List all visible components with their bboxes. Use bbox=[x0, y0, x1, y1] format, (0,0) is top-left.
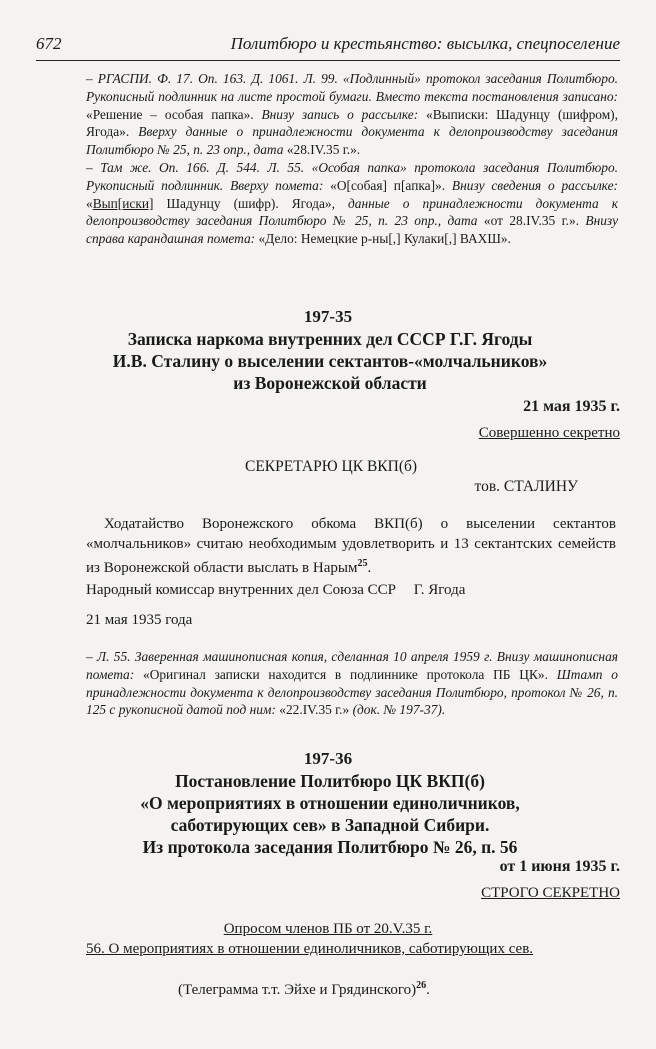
doc-1-addressee-line-1: СЕКРЕТАРЮ ЦК ВКП(б) bbox=[245, 458, 418, 475]
note-1-part: Внизу запись о рассылке: bbox=[253, 106, 426, 122]
doc-1-body-text: Ходатайство Воронежского обкома ВКП(б) о выселении сектантов «молчальников» считаю необходимым удовлетворить и 13 сектантских семейств из Воронежской области выслать в Нарым bbox=[86, 516, 616, 576]
doc-2-title-line: саботирующих сев» в Западной Сибири. bbox=[170, 815, 490, 835]
doc-1-title-line: И.В. Сталину о выселении сектантов-«молчальников» bbox=[112, 351, 548, 371]
doc-1-title-line: Записка наркома внутренних дел СССР Г.Г. Ягоды bbox=[127, 329, 533, 349]
doc-1-signature-date: 21 мая 1935 года bbox=[86, 612, 193, 628]
doc-1-title bbox=[60, 328, 600, 394]
doc-2-date: от 1 июня 1935 г. bbox=[499, 858, 620, 875]
doc-2-item bbox=[86, 940, 616, 960]
note-2-part: « bbox=[86, 195, 93, 211]
doc-2-poll: Опросом членов ПБ от 20.V.35 г. bbox=[223, 921, 433, 937]
note-1-part: – РГАСПИ. Ф. 17. Оп. 163. Д. 1061. Л. 99. «Подлинный» протокол заседания Политбюро. Рукописный подлинник на листе простой бумаги. Вместо текста постановления записано: bbox=[86, 71, 618, 104]
note-3-part: (док. № 197-37). bbox=[349, 702, 446, 718]
doc-2-title-line: «О мероприятиях в отношении единоличников, bbox=[140, 793, 520, 813]
page-header bbox=[36, 34, 620, 54]
archival-note-2 bbox=[86, 159, 618, 248]
archival-note-3 bbox=[86, 648, 618, 719]
note-3-part: «22.IV.35 г.» bbox=[279, 702, 350, 718]
doc-1-title-line: из Воронежской области bbox=[233, 373, 427, 393]
doc-2-title bbox=[60, 770, 600, 858]
doc-2-title-line: Из протокола заседания Политбюро № 26, п. 56 bbox=[142, 837, 518, 857]
doc-1-body: Ходатайство Воронежского обкома ВКП(б) о выселении сектантов «молчальников» считаю необходимым удовлетворить и 13 сектантских семейств из Воронежской области выслать в Нарым$^{25}$. bbox=[86, 516, 616, 576]
footnote-ref: 26 bbox=[416, 980, 427, 991]
note-1-part: «Выписки: Шадунцу (шифром), Ягода». bbox=[86, 106, 618, 140]
note-3-part: – Л. 55. Заверенная машинописная копия, сделанная 10 апреля 1959 г. Внизу машинописная помета: bbox=[86, 649, 618, 682]
note-3-part: «Оригинал записки находится в подлиннике протокола ПБ ЦК». bbox=[143, 666, 548, 682]
doc-2-title-line: Постановление Политбюро ЦК ВКП(б) bbox=[175, 771, 485, 791]
note-2-part: Внизу сведения о рассылке: bbox=[445, 177, 618, 193]
note-2-part: Внизу справа карандашная помета: bbox=[86, 213, 619, 247]
doc-1-archival-note bbox=[86, 648, 618, 719]
note-1-part: «Решение – особая папка». bbox=[86, 106, 254, 122]
running-title: Политбюро и крестьянство: высылка, спецпоселение bbox=[230, 34, 620, 53]
note-2-part: Вып[иски] bbox=[92, 195, 154, 211]
note-2-part: «О[собая] п[апка]». bbox=[330, 177, 446, 193]
doc-1-number: 197-35 bbox=[303, 307, 353, 326]
note-2-part: – Там же. Оп. 166. Д. 544. Л. 55. «Особая папка» протокола заседания Политбюро. Рукописный подлинник. Вверху помета: bbox=[86, 159, 618, 193]
signature-title: Народный комиссар внутренних дел Союза ССР bbox=[86, 582, 396, 598]
page-number: 672 bbox=[36, 34, 62, 53]
doc-1-signature bbox=[86, 582, 616, 599]
note-3-part: Штамп о принадлежности документа к делопроизводству заседания Политбюро, протокол № 26, п. 125 с рукописной датой под ним: bbox=[86, 666, 618, 718]
doc-1-addressee-line-2: тов. СТАЛИНУ bbox=[474, 478, 578, 495]
doc-2-number: 197-36 bbox=[303, 749, 353, 768]
note-2-part: данные о принадлежности документа к делопроизводству заседания Политбюро № 25, п. 23 опр., дата bbox=[86, 195, 618, 229]
doc-2-item-text: 56. О мероприятиях в отношении единоличников, саботирующих сев. bbox=[86, 941, 534, 957]
doc-1-classification: Совершенно секретно bbox=[478, 425, 620, 441]
note-1-part: «28.IV.35 г.». bbox=[286, 142, 361, 158]
archival-note-1 bbox=[86, 70, 618, 159]
note-2-part: Шадунцу (шифр). Ягода», bbox=[153, 195, 335, 211]
signature-name: Г. Ягода bbox=[413, 582, 466, 598]
note-2-part: «Дело: Немецкие р-ны[,] Кулаки[,] ВАХШ». bbox=[258, 231, 511, 247]
doc-1-date: 21 мая 1935 г. bbox=[523, 398, 620, 415]
telegram-end: . bbox=[426, 982, 430, 998]
telegram-text: (Телеграмма т.т. Эйхе и Грядинского) bbox=[178, 982, 417, 998]
note-2-part: «от 28.IV.35 г.». bbox=[483, 213, 580, 229]
archival-notes-top bbox=[86, 70, 618, 248]
doc-2-telegram bbox=[178, 980, 430, 999]
doc-2-classification: СТРОГО СЕКРЕТНО bbox=[481, 885, 620, 901]
footnote-ref: 25 bbox=[357, 558, 368, 569]
header-rule bbox=[36, 60, 620, 61]
note-1-part: Вверху данные о принадлежности документа к делопроизводству заседания Политбюро № 25, п. 23 опр., дата bbox=[86, 124, 618, 158]
